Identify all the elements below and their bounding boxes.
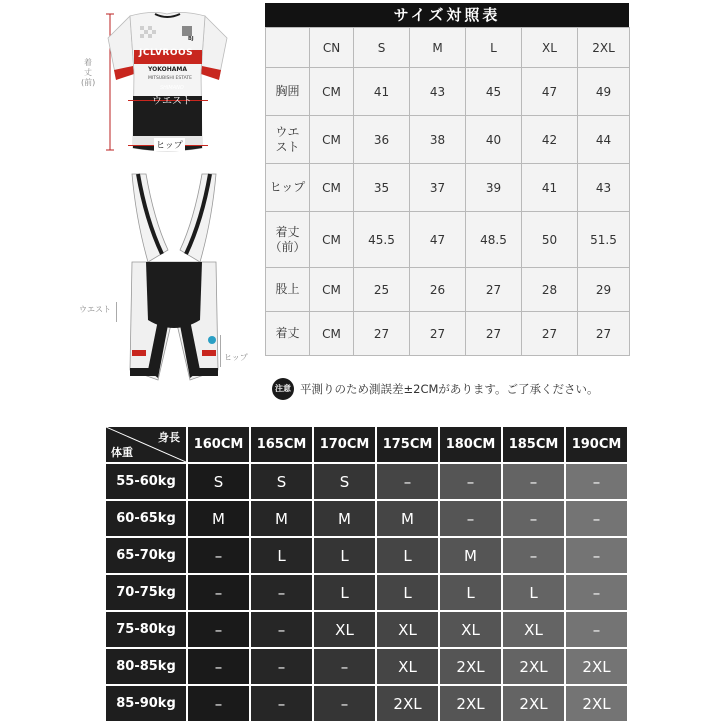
- size-chart-cell: 26: [410, 268, 466, 312]
- fit-size-cell: –: [251, 575, 312, 610]
- fit-size-cell: –: [188, 575, 249, 610]
- size-chart-row-label: ヒップ: [266, 164, 310, 212]
- size-chart-cell: 27: [578, 312, 630, 356]
- size-chart-header-cell: M: [410, 28, 466, 68]
- fit-size-cell: XL: [377, 649, 438, 684]
- jersey-waist-label: ウエスト: [152, 96, 192, 107]
- size-chart-cell: 37: [410, 164, 466, 212]
- fit-size-cell: –: [503, 501, 564, 536]
- fit-size-cell: –: [503, 464, 564, 499]
- fit-size-cell: –: [440, 464, 501, 499]
- jersey-length-label: 着丈(前): [81, 58, 96, 87]
- fit-size-cell: S: [188, 464, 249, 499]
- size-chart-row-label: 胸囲: [266, 68, 310, 116]
- size-chart-row-label: 股上: [266, 268, 310, 312]
- fit-chart-header-row: [106, 427, 627, 462]
- size-chart-cell: 47: [522, 68, 578, 116]
- fit-size-cell: XL: [440, 612, 501, 647]
- size-chart-cell: 51.5: [578, 212, 630, 268]
- size-chart-unit: CM: [310, 164, 354, 212]
- size-chart-cell: 35: [354, 164, 410, 212]
- fit-size-cell: 2XL: [566, 686, 627, 721]
- size-chart-row: [266, 116, 630, 164]
- fit-size-cell: –: [566, 538, 627, 573]
- fit-size-cell: XL: [377, 612, 438, 647]
- size-chart-cell: 36: [354, 116, 410, 164]
- fit-size-cell: –: [566, 575, 627, 610]
- fit-size-cell: XL: [503, 612, 564, 647]
- jersey-brand-text: JCLVROOS: [139, 48, 194, 58]
- fit-size-cell: 2XL: [503, 649, 564, 684]
- fit-size-cell: –: [566, 501, 627, 536]
- bib-hip-label: ヒップ: [224, 353, 248, 362]
- size-chart-row-label: ウエ スト: [266, 116, 310, 164]
- fit-size-cell: –: [566, 612, 627, 647]
- size-chart-header-cell: CN: [310, 28, 354, 68]
- fit-chart-row: [106, 649, 627, 684]
- fit-chart-row: [106, 501, 627, 536]
- fit-size-cell: 2XL: [566, 649, 627, 684]
- jersey-sponsor-2: MITSUBISHI ESTATE: [148, 76, 192, 81]
- size-chart-header-cell: L: [466, 28, 522, 68]
- weight-axis-label: 体重: [111, 446, 133, 459]
- height-header-cell: 160CM: [188, 427, 249, 462]
- size-chart-cell: 25: [354, 268, 410, 312]
- fit-size-cell: M: [377, 501, 438, 536]
- size-chart-row: [266, 268, 630, 312]
- size-chart-row: [266, 164, 630, 212]
- size-chart-cell: 38: [410, 116, 466, 164]
- weight-row-label: 75-80kg: [106, 612, 186, 647]
- size-chart-row-label: 着丈 （前）: [266, 212, 310, 268]
- fit-size-cell: M: [314, 501, 375, 536]
- fit-size-cell: M: [251, 501, 312, 536]
- fit-size-cell: L: [314, 538, 375, 573]
- size-chart-header-cell: S: [354, 28, 410, 68]
- fit-size-cell: L: [503, 575, 564, 610]
- weight-row-label: 65-70kg: [106, 538, 186, 573]
- note-text: 平測りのため測誤差±2CMがあります。ご了承ください。: [300, 382, 599, 396]
- height-header-cell: 165CM: [251, 427, 312, 462]
- size-chart-row: [266, 312, 630, 356]
- size-chart-cell: 27: [522, 312, 578, 356]
- weight-row-label: 55-60kg: [106, 464, 186, 499]
- fit-size-cell: L: [377, 538, 438, 573]
- size-chart-cell: 39: [466, 164, 522, 212]
- size-chart-cell: 47: [410, 212, 466, 268]
- fit-size-cell: L: [440, 575, 501, 610]
- size-chart-cell: 45.5: [354, 212, 410, 268]
- size-chart-cell: 42: [522, 116, 578, 164]
- fit-size-cell: –: [440, 501, 501, 536]
- fit-chart-row: [106, 538, 627, 573]
- size-chart-cell: 43: [410, 68, 466, 116]
- jersey-hip-label: ヒップ: [154, 138, 185, 151]
- size-chart-cell: 43: [578, 164, 630, 212]
- height-axis-label: 身長: [158, 431, 180, 444]
- fit-chart-corner: [106, 427, 186, 462]
- size-chart-cell: 49: [578, 68, 630, 116]
- fit-size-cell: –: [188, 538, 249, 573]
- height-header-cell: 185CM: [503, 427, 564, 462]
- jersey-sponsor-1: YOKOHAMA: [148, 66, 187, 73]
- size-chart-cell: 50: [522, 212, 578, 268]
- fit-size-cell: –: [251, 612, 312, 647]
- size-chart-row: [266, 68, 630, 116]
- weight-row-label: 85-90kg: [106, 686, 186, 721]
- size-chart-row: [266, 212, 630, 268]
- height-header-cell: 170CM: [314, 427, 375, 462]
- size-chart-header-cell: [266, 28, 310, 68]
- fit-size-cell: L: [314, 575, 375, 610]
- size-chart-header-cell: XL: [522, 28, 578, 68]
- size-chart-cell: 40: [466, 116, 522, 164]
- size-chart-row-label: 着丈: [266, 312, 310, 356]
- fit-chart: [104, 425, 629, 723]
- fit-size-cell: XL: [314, 612, 375, 647]
- height-header-cell: 175CM: [377, 427, 438, 462]
- bib-logo: BJS: [123, 376, 135, 383]
- size-chart-table: [265, 27, 630, 356]
- fit-size-cell: –: [314, 649, 375, 684]
- fit-size-cell: 2XL: [440, 686, 501, 721]
- fit-size-cell: M: [188, 501, 249, 536]
- jersey-sponsor-3: SHIMANO: [160, 85, 184, 91]
- fit-size-cell: –: [251, 649, 312, 684]
- fit-size-cell: L: [377, 575, 438, 610]
- measurement-note: [272, 378, 598, 400]
- fit-size-cell: S: [251, 464, 312, 499]
- fit-size-cell: –: [566, 464, 627, 499]
- fit-size-cell: S: [314, 464, 375, 499]
- fit-chart-row: [106, 686, 627, 721]
- fit-size-cell: –: [503, 538, 564, 573]
- size-chart-unit: CM: [310, 68, 354, 116]
- weight-row-label: 60-65kg: [106, 501, 186, 536]
- fit-chart-row: [106, 575, 627, 610]
- fit-size-cell: –: [188, 686, 249, 721]
- size-chart-cell: 27: [410, 312, 466, 356]
- fit-size-cell: –: [188, 649, 249, 684]
- fit-size-cell: –: [314, 686, 375, 721]
- fit-chart-row: [106, 464, 627, 499]
- fit-size-cell: 2XL: [377, 686, 438, 721]
- size-chart-unit: CM: [310, 268, 354, 312]
- size-chart-cell: 29: [578, 268, 630, 312]
- note-badge: 注意: [272, 378, 294, 400]
- size-chart-cell: 45: [466, 68, 522, 116]
- fit-size-cell: –: [188, 612, 249, 647]
- size-chart-cell: 27: [466, 268, 522, 312]
- size-chart-unit: CM: [310, 116, 354, 164]
- bib-shorts-image: [118, 170, 230, 390]
- size-chart-cell: 41: [522, 164, 578, 212]
- bib-waist-label: ウエスト: [79, 305, 111, 314]
- weight-row-label: 80-85kg: [106, 649, 186, 684]
- bib-hip-line: [220, 335, 221, 367]
- fit-size-cell: 2XL: [440, 649, 501, 684]
- size-chart-cell: 41: [354, 68, 410, 116]
- size-chart-cell: 28: [522, 268, 578, 312]
- size-chart-title: サイズ対照表: [265, 3, 629, 27]
- jersey-image: [100, 8, 235, 158]
- fit-size-cell: 2XL: [503, 686, 564, 721]
- size-chart-header-row: [266, 28, 630, 68]
- fit-size-cell: –: [251, 686, 312, 721]
- fit-chart-table: [104, 425, 629, 723]
- size-chart-cell: 48.5: [466, 212, 522, 268]
- fit-chart-row: [106, 612, 627, 647]
- weight-row-label: 70-75kg: [106, 575, 186, 610]
- size-chart-unit: CM: [310, 212, 354, 268]
- fit-size-cell: M: [440, 538, 501, 573]
- fit-size-cell: –: [377, 464, 438, 499]
- fit-size-cell: L: [251, 538, 312, 573]
- size-chart-header-cell: 2XL: [578, 28, 630, 68]
- size-chart-cell: 27: [466, 312, 522, 356]
- jersey-sponsor-4: BJ: [188, 36, 194, 42]
- size-chart-cell: 27: [354, 312, 410, 356]
- size-chart-cell: 44: [578, 116, 630, 164]
- height-header-cell: 180CM: [440, 427, 501, 462]
- height-header-cell: 190CM: [566, 427, 627, 462]
- size-chart-unit: CM: [310, 312, 354, 356]
- bib-waist-line: [116, 302, 117, 322]
